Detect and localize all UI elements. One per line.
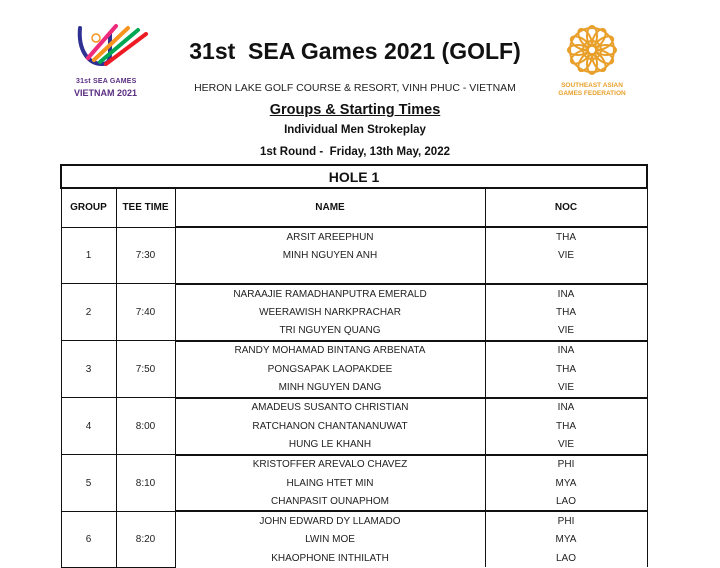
player-name: RATCHANON CHANTANANUWAT: [175, 417, 485, 435]
tee-time: 8:20: [116, 511, 175, 567]
left-logo-caption-line2: VIETNAM 2021: [74, 88, 138, 98]
table-row: [61, 455, 647, 474]
tee-time: 8:10: [116, 455, 175, 512]
player-name: HUNG LE KHANH: [175, 435, 485, 454]
player-name: ARSIT AREEPHUN: [175, 227, 485, 246]
tee-time: 7:40: [116, 284, 175, 341]
player-name: MINH NGUYEN DANG: [175, 378, 485, 397]
player-name: TRI NGUYEN QUANG: [175, 321, 485, 340]
player-noc: VIE: [485, 435, 647, 454]
left-logo-caption-line1: 31st SEA GAMES: [76, 78, 137, 85]
venue-line: HERON LAKE GOLF COURSE & RESORT, VINH PHUC - VIETNAM: [194, 82, 516, 94]
hole-header-row: [61, 165, 647, 188]
right-logo-caption-line1: SOUTHEAST ASIAN: [561, 82, 623, 89]
sea-games-2021-logo: [72, 20, 152, 100]
group-number: 3: [61, 341, 116, 398]
player-name: AMADEUS SUSANTO CHRISTIAN: [175, 398, 485, 417]
player-noc: INA: [485, 341, 647, 360]
column-header-name: NAME: [175, 188, 485, 227]
player-noc: LAO: [485, 492, 647, 511]
section-heading: Groups & Starting Times: [269, 102, 441, 118]
column-header-noc: NOC: [485, 188, 647, 227]
document-title: 31st SEA Games 2021 (GOLF): [189, 38, 521, 64]
player-noc: VIE: [485, 321, 647, 340]
group-number: 2: [61, 284, 116, 341]
player-noc: THA: [485, 303, 647, 321]
player-name: JOHN EDWARD DY LLAMADO: [175, 511, 485, 530]
right-logo-caption-line2: GAMES FEDERATION: [558, 90, 626, 97]
starting-times-table: [60, 164, 648, 568]
player-noc: THA: [485, 227, 647, 246]
player-noc: THA: [485, 360, 647, 378]
hole-title: HOLE 1: [61, 165, 647, 188]
sea-games-torch-icon: [72, 20, 152, 80]
group-number: 5: [61, 455, 116, 512]
player-name: KRISTOFFER AREVALO CHAVEZ: [175, 455, 485, 474]
player-noc: VIE: [485, 378, 647, 397]
player-name: MINH NGUYEN ANH: [175, 246, 485, 264]
seagf-logo: [556, 22, 636, 100]
player-name: KHAOPHONE INTHILATH: [175, 549, 485, 567]
right-logo-caption: [552, 82, 632, 98]
player-name: WEERAWISH NARKPRACHAR: [175, 303, 485, 321]
player-noc: MYA: [485, 531, 647, 549]
player-name: LWIN MOE: [175, 531, 485, 549]
tee-time: 7:50: [116, 341, 175, 398]
player-name: NARAAJIE RAMADHANPUTRA EMERALD: [175, 284, 485, 303]
table-body: [61, 227, 647, 567]
table-row: [61, 398, 647, 417]
table-row: [61, 227, 647, 246]
column-header-row: [61, 188, 647, 227]
player-name: PONGSAPAK LAOPAKDEE: [175, 360, 485, 378]
player-noc: LAO: [485, 549, 647, 567]
tee-time: 8:00: [116, 398, 175, 455]
player-name: CHANPASIT OUNAPHOM: [175, 492, 485, 511]
player-noc: INA: [485, 284, 647, 303]
player-noc: VIE: [485, 246, 647, 264]
table-row: [61, 284, 647, 303]
column-header-group: GROUP: [61, 188, 116, 227]
tee-time: 7:30: [116, 227, 175, 284]
seagf-flower-icon: [556, 22, 628, 80]
event-name: Individual Men Strokeplay: [284, 124, 426, 136]
column-header-tee-time: TEE TIME: [116, 188, 175, 227]
table-row: [61, 341, 647, 360]
player-noc: [485, 265, 647, 284]
player-noc: PHI: [485, 455, 647, 474]
player-noc: THA: [485, 417, 647, 435]
player-name: RANDY MOHAMAD BINTANG ARBENATA: [175, 341, 485, 360]
group-number: 1: [61, 227, 116, 284]
player-noc: PHI: [485, 511, 647, 530]
group-number: 6: [61, 511, 116, 567]
round-date: 1st Round - Friday, 13th May, 2022: [259, 146, 450, 158]
group-number: 4: [61, 398, 116, 455]
player-noc: INA: [485, 398, 647, 417]
player-name: [175, 265, 485, 284]
table-row: [61, 511, 647, 530]
player-noc: MYA: [485, 474, 647, 492]
player-name: HLAING HTET MIN: [175, 474, 485, 492]
